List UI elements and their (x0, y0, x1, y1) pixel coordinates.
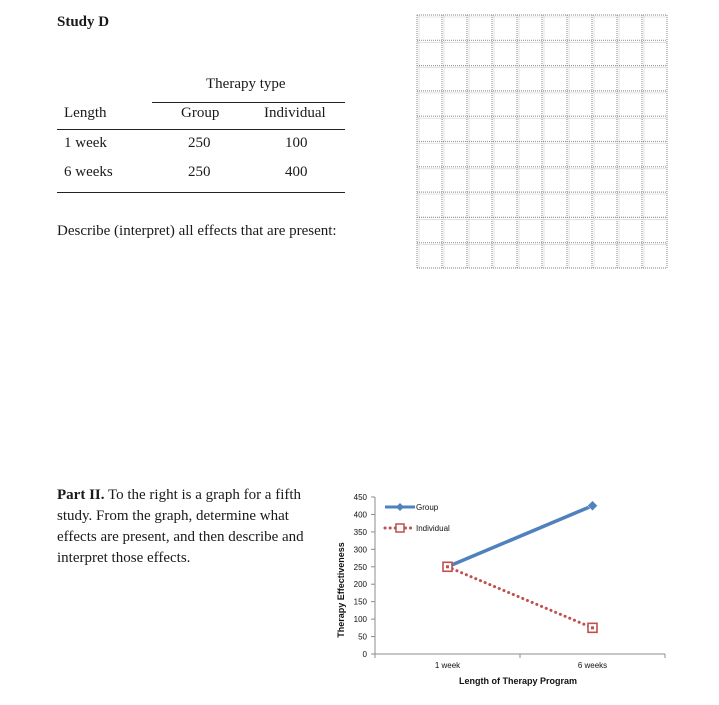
table-cell: 250 (188, 135, 211, 151)
y-tick-label: 100 (353, 615, 367, 625)
y-tick-label: 150 (353, 597, 367, 607)
series-line-individual (448, 567, 593, 628)
legend-marker-individual (396, 524, 404, 532)
series-line-group (448, 506, 593, 567)
table-row-label: 6 weeks (64, 164, 113, 180)
y-tick-label: 300 (353, 545, 367, 555)
x-tick-label: 1 week (434, 661, 461, 670)
table-col-group: Group (181, 105, 220, 121)
table-rule-top (152, 102, 345, 103)
x-axis-label: Length of Therapy Program (458, 676, 578, 686)
table-cell: 100 (285, 135, 308, 151)
study-title: Study D (57, 14, 110, 30)
y-tick-label: 450 (353, 493, 367, 502)
legend-marker-group (396, 503, 404, 511)
part2-paragraph (57, 485, 327, 569)
y-tick-label: 200 (353, 580, 367, 590)
y-tick-label: 250 (353, 562, 367, 572)
y-tick-label: 50 (358, 632, 367, 642)
table-row-label: 1 week (64, 135, 107, 151)
table-cell: 250 (188, 164, 211, 180)
table-col-individual: Individual (264, 105, 326, 121)
table-cell: 400 (285, 164, 308, 180)
data-point-individual-inner (446, 565, 449, 568)
legend-label-group: Group (416, 503, 439, 512)
line-chart (330, 487, 675, 692)
data-point-group (588, 501, 598, 511)
data-point-individual-inner (591, 626, 594, 629)
table-row-header: Length (64, 105, 107, 121)
y-axis-label: Therapy Effectiveness (336, 542, 346, 638)
table-rule-bottom (57, 192, 345, 193)
y-tick-label: 350 (353, 527, 367, 537)
x-tick-label: 6 weeks (577, 661, 608, 670)
table-rule-mid (57, 129, 345, 130)
y-tick-label: 0 (362, 650, 367, 659)
part2-text: To the right is a graph for a fifth study. From the graph, determine what effects are present, and then describe and interpret those effects. (57, 487, 304, 566)
y-tick-label: 400 (353, 510, 367, 520)
describe-prompt: Describe (interpret) all effects that are present: (57, 223, 337, 239)
legend-label-individual: Individual (416, 524, 450, 533)
part2-label: Part II. (57, 487, 105, 503)
graph-paper-grid (416, 14, 668, 269)
table-group-header: Therapy type (206, 76, 286, 92)
